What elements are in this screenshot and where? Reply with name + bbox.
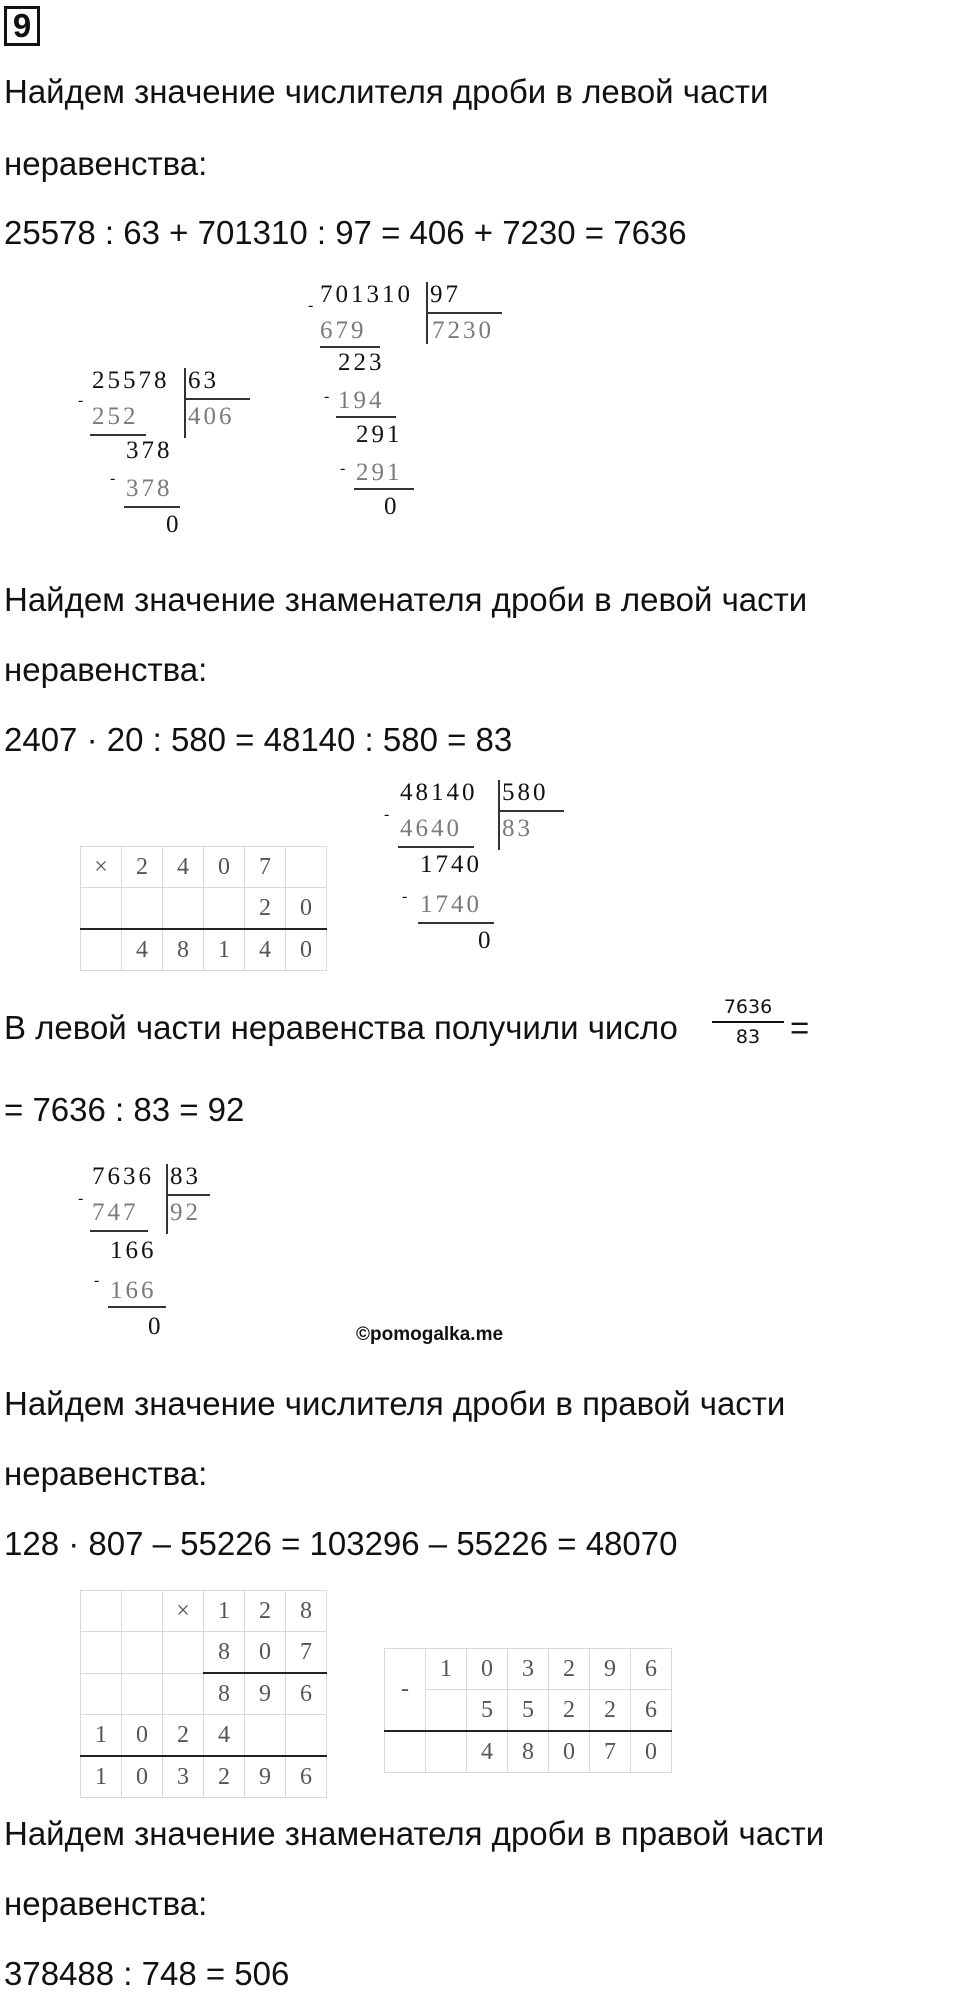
digit: 0 <box>122 1756 163 1798</box>
digit: 0 <box>286 888 327 930</box>
digit: 8 <box>163 929 204 971</box>
dividend: 7636 <box>92 1163 154 1190</box>
digit: 4 <box>163 847 204 888</box>
minus-sign: - <box>78 392 87 409</box>
digit: 0 <box>467 1649 508 1690</box>
digit: 3 <box>163 1756 204 1798</box>
text-line-5: неравенства: <box>4 651 208 688</box>
text-line-4: Найдем значение знаменателя дроби в левой части <box>4 581 808 618</box>
text-line-10: неравенства: <box>4 1455 208 1492</box>
digit: 6 <box>631 1649 672 1690</box>
subtrahend-2: 194 <box>338 387 385 414</box>
equals-sign: = <box>790 1009 810 1046</box>
digit: 0 <box>122 1715 163 1757</box>
subtrahend-2: 378 <box>126 475 173 502</box>
text-line-12: Найдем значение знаменателя дроби в правой части <box>4 1815 825 1852</box>
text-line-8: = 7636 : 83 = 92 <box>4 1091 245 1128</box>
digit: 2 <box>590 1690 631 1732</box>
subtrahend-1: 4640 <box>400 815 462 842</box>
text-line-11: 128 · 807 – 55226 = 103296 – 55226 = 48070 <box>4 1525 678 1562</box>
quotient: 406 <box>188 403 235 430</box>
digit: 7 <box>590 1731 631 1773</box>
subtrahend-1: 747 <box>92 1199 139 1226</box>
minus-sign: - <box>78 1190 87 1207</box>
subtrahend-1: 252 <box>92 403 139 430</box>
digit: 5 <box>508 1690 549 1732</box>
digit: 0 <box>245 1632 286 1674</box>
digit: 8 <box>204 1673 245 1715</box>
digit: 5 <box>467 1690 508 1732</box>
divisor: 63 <box>188 367 219 394</box>
division-7636-by-83 <box>78 1164 278 1354</box>
remainder-2: 0 <box>166 511 182 538</box>
digit: 2 <box>245 1591 286 1632</box>
digit: 2 <box>549 1690 590 1732</box>
task-number-badge: 9 <box>4 6 40 46</box>
digit: 0 <box>631 1731 672 1773</box>
digit: 2 <box>549 1649 590 1690</box>
fraction-numerator: 7636 <box>723 996 773 1018</box>
subtrahend-3: 291 <box>356 459 403 486</box>
digit: 2 <box>122 847 163 888</box>
digit: 4 <box>204 1715 245 1757</box>
digit: 1 <box>204 1591 245 1632</box>
text-line-13: неравенства: <box>4 1885 208 1922</box>
multiplication-2407-by-20 <box>80 846 327 971</box>
digit: 7 <box>245 847 286 888</box>
minus-sign: - <box>94 1272 103 1289</box>
remainder-1: 166 <box>110 1237 157 1264</box>
fraction-denominator: 83 <box>735 1026 761 1048</box>
text-line-14: 378488 : 748 = 506 <box>4 1955 290 1992</box>
digit: 2 <box>163 1715 204 1757</box>
text-line-6: 2407 · 20 : 580 = 48140 : 580 = 83 <box>4 721 513 758</box>
digit: 3 <box>508 1649 549 1690</box>
minus-sign: - <box>402 888 411 905</box>
division-701310-by-97 <box>300 281 520 548</box>
digit: 9 <box>590 1649 631 1690</box>
digit: 9 <box>245 1673 286 1715</box>
division-25578-by-63 <box>78 368 278 548</box>
digit: 4 <box>122 929 163 971</box>
digit: 2 <box>204 1756 245 1798</box>
minus-sign: - <box>308 297 317 314</box>
digit: 0 <box>549 1731 590 1773</box>
multiply-sign: × <box>81 847 122 888</box>
remainder-2: 291 <box>356 421 403 448</box>
watermark: ©pomogalka.me <box>356 1324 504 1345</box>
subtrahend-1: 679 <box>320 317 367 344</box>
minus-sign: - <box>385 1649 426 1732</box>
digit: 6 <box>286 1756 327 1798</box>
minus-sign: - <box>340 460 349 477</box>
remainder-2: 0 <box>148 1313 164 1340</box>
digit: 6 <box>631 1690 672 1732</box>
divisor: 580 <box>502 779 549 806</box>
subtrahend-2: 1740 <box>420 891 482 918</box>
text-line-7: В левой части неравенства получили число <box>4 1009 678 1046</box>
digit: 9 <box>245 1756 286 1798</box>
fraction-bar <box>712 1021 784 1023</box>
digit: 1 <box>426 1649 467 1690</box>
fraction-7636-over-83 <box>712 996 784 1048</box>
multiply-sign: × <box>163 1591 204 1632</box>
quotient: 83 <box>502 815 533 842</box>
quotient: 92 <box>170 1199 201 1226</box>
digit: 4 <box>467 1731 508 1773</box>
digit: 0 <box>286 929 327 971</box>
text-line-2: неравенства: <box>4 145 208 182</box>
text-line-9: Найдем значение числителя дроби в правой части <box>4 1385 786 1422</box>
division-48140-by-580 <box>384 780 584 980</box>
digit: 1 <box>204 929 245 971</box>
dividend: 701310 <box>320 281 413 308</box>
minus-sign: - <box>384 806 393 823</box>
quotient: 7230 <box>432 317 494 344</box>
digit: 0 <box>204 847 245 888</box>
remainder-1: 1740 <box>420 851 482 878</box>
digit: 1 <box>81 1756 122 1798</box>
subtrahend-2: 166 <box>110 1277 157 1304</box>
text-line-3: 25578 : 63 + 701310 : 97 = 406 + 7230 = 7636 <box>4 214 687 251</box>
digit: 4 <box>245 929 286 971</box>
remainder-3: 0 <box>384 493 400 520</box>
digit: 7 <box>286 1632 327 1674</box>
divisor: 97 <box>430 281 461 308</box>
digit: 8 <box>204 1632 245 1674</box>
remainder-1: 378 <box>126 437 173 464</box>
multiplication-128-by-807 <box>80 1590 327 1798</box>
divisor: 83 <box>170 1163 201 1190</box>
dividend: 25578 <box>92 367 170 394</box>
subtraction-103296-minus-55226 <box>384 1648 672 1773</box>
remainder-1: 223 <box>338 349 385 376</box>
digit: 8 <box>286 1591 327 1632</box>
digit: 1 <box>81 1715 122 1757</box>
text-line-1: Найдем значение числителя дроби в левой части <box>4 73 769 110</box>
dividend: 48140 <box>400 779 478 806</box>
minus-sign: - <box>324 388 333 405</box>
remainder-2: 0 <box>478 927 494 954</box>
digit: 8 <box>508 1731 549 1773</box>
digit: 6 <box>286 1673 327 1715</box>
digit: 2 <box>245 888 286 930</box>
minus-sign: - <box>110 470 119 487</box>
